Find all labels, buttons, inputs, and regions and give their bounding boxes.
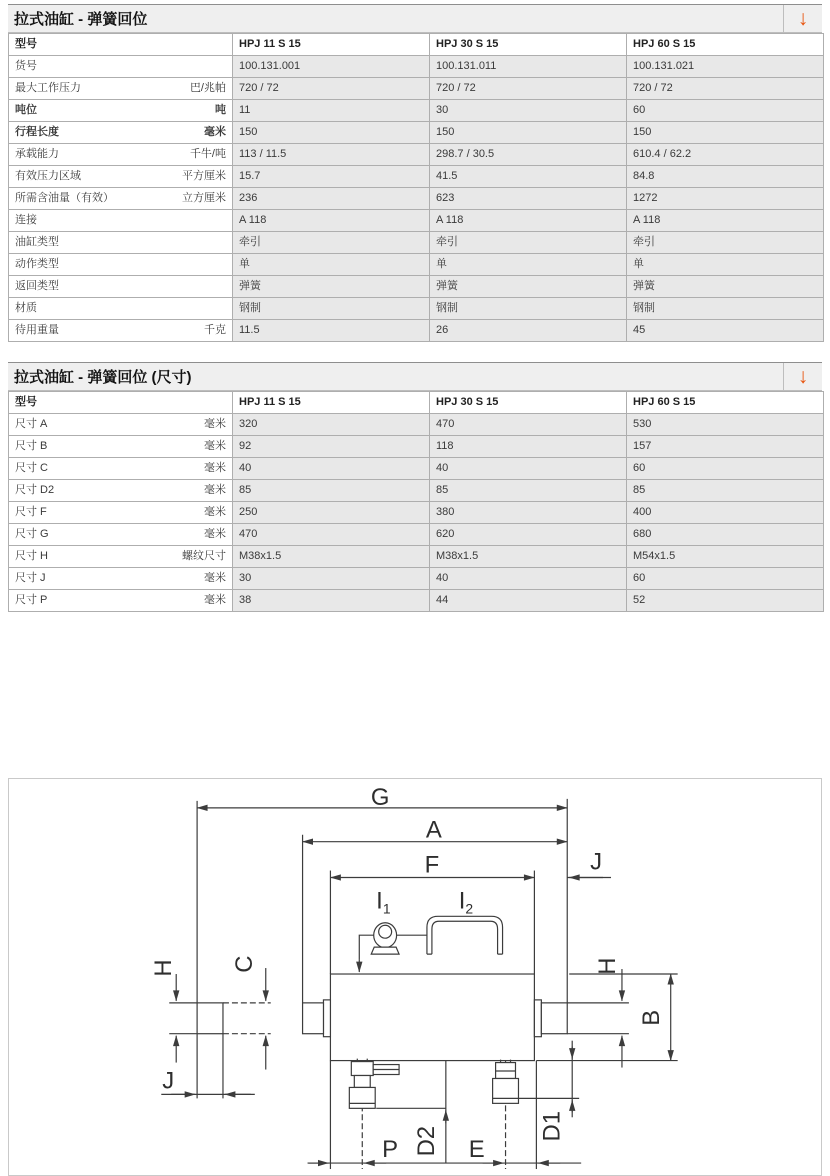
spec-label: 尺寸 H <box>15 550 48 562</box>
row-header-model: 型号 <box>9 34 233 56</box>
spec-unit: 螺纹尺寸 <box>182 550 226 562</box>
spec-label-cell <box>9 78 233 100</box>
spec-value-cell: 92 <box>233 436 430 458</box>
spec-value-cell: 84.8 <box>627 166 824 188</box>
spec-value-cell: 弹簧 <box>430 276 627 298</box>
section2-titlebar <box>8 362 822 391</box>
table-row <box>9 298 824 320</box>
dim-label-h-left: H <box>150 959 178 977</box>
spec-label: 尺寸 C <box>15 462 48 474</box>
spec-label-cell <box>9 232 233 254</box>
dim-label-p: P <box>382 1136 399 1164</box>
column-header-model: HPJ 11 S 15 <box>233 392 430 414</box>
spec-value-cell: 26 <box>430 320 627 342</box>
spec-value-cell: 470 <box>233 524 430 546</box>
dim-label-j-left: J <box>162 1067 175 1095</box>
spec-value-cell: 400 <box>627 502 824 524</box>
spec-value-cell: 52 <box>627 590 824 612</box>
spec-label-cell <box>9 144 233 166</box>
table-row <box>9 56 824 78</box>
spec-unit: 千克 <box>204 324 226 336</box>
spec-value-cell: 11.5 <box>233 320 430 342</box>
spec-label-cell <box>9 298 233 320</box>
spec-value-cell: 60 <box>627 100 824 122</box>
section1-jump-button[interactable] <box>783 5 822 32</box>
spec-value-cell: 45 <box>627 320 824 342</box>
spec-label-cell <box>9 590 233 612</box>
spec-unit: 平方厘米 <box>182 170 226 182</box>
section1-title: 拉式油缸 - 弹簧回位 <box>14 11 148 28</box>
spec-value-cell: 40 <box>233 458 430 480</box>
spec-label-cell <box>9 254 233 276</box>
spec-value-cell: 620 <box>430 524 627 546</box>
spec-label-cell <box>9 188 233 210</box>
spec-value-cell: 530 <box>627 414 824 436</box>
spec-label-cell <box>9 546 233 568</box>
spec-label: 吨位 <box>15 104 37 116</box>
spec-value-cell: 40 <box>430 568 627 590</box>
spec-value-cell: 150 <box>233 122 430 144</box>
spec-value-cell: A 118 <box>627 210 824 232</box>
dimension-diagram-panel <box>8 778 822 1176</box>
table-row <box>9 524 824 546</box>
section2-title: 拉式油缸 - 弹簧回位 (尺寸) <box>14 369 192 386</box>
table-header-row <box>9 34 824 56</box>
spec-value-cell: 610.4 / 62.2 <box>627 144 824 166</box>
spec-label-cell <box>9 436 233 458</box>
spec-value-cell: 157 <box>627 436 824 458</box>
spec-value-cell: 720 / 72 <box>430 78 627 100</box>
table-row <box>9 502 824 524</box>
spec-value-cell: 38 <box>233 590 430 612</box>
spec-unit: 毫米 <box>204 418 226 430</box>
spec-value-cell: 85 <box>233 480 430 502</box>
spec-label: 承载能力 <box>15 148 59 160</box>
spec-label: 最大工作压力 <box>15 82 81 94</box>
spec-value-cell: 单 <box>430 254 627 276</box>
spec-value-cell: 118 <box>430 436 627 458</box>
spec-value-cell: 113 / 11.5 <box>233 144 430 166</box>
spec-label: 待用重量 <box>15 324 59 336</box>
table-row <box>9 78 824 100</box>
spec-label: 有效压力区域 <box>15 170 81 182</box>
dim-label-f: F <box>424 851 440 879</box>
spec-unit: 立方厘米 <box>182 192 226 204</box>
spec-value-cell: 623 <box>430 188 627 210</box>
table-header-row <box>9 392 824 414</box>
spec-value-cell: 钢制 <box>627 298 824 320</box>
table-row <box>9 232 824 254</box>
table-row <box>9 210 824 232</box>
dim-label-a: A <box>425 816 442 844</box>
dim-label-j-top: J <box>590 848 603 876</box>
spec-label: 油缸类型 <box>15 236 59 248</box>
spec-label: 尺寸 G <box>15 528 49 540</box>
table-row <box>9 436 824 458</box>
table-row <box>9 254 824 276</box>
spec-value-cell: 680 <box>627 524 824 546</box>
spec-value-cell: 牵引 <box>627 232 824 254</box>
dim-label-g: G <box>370 783 390 811</box>
dim-label-h-right: H <box>593 957 621 975</box>
spec-unit: 毫米 <box>204 528 226 540</box>
row-header-model: 型号 <box>9 392 233 414</box>
table-row <box>9 320 824 342</box>
down-arrow-icon[interactable]: ↓ <box>797 365 809 388</box>
spec-value-cell: 320 <box>233 414 430 436</box>
spec-value-cell: A 118 <box>430 210 627 232</box>
dim-label-d2: D2 <box>412 1125 440 1157</box>
spec-value-cell: M54x1.5 <box>627 546 824 568</box>
dimension-diagram <box>9 779 821 1175</box>
spec-value-cell: 30 <box>430 100 627 122</box>
column-header-model: HPJ 30 S 15 <box>430 392 627 414</box>
spec-value-cell: M38x1.5 <box>233 546 430 568</box>
section1-titlebar <box>8 4 822 33</box>
spec-unit: 千牛/吨 <box>189 148 226 160</box>
dim-label-c: C <box>230 955 258 973</box>
handle-icon <box>427 916 503 954</box>
table-row <box>9 188 824 210</box>
spec-value-cell: 150 <box>430 122 627 144</box>
spec-label-cell <box>9 276 233 298</box>
spec-label: 所需含油量（有效） <box>15 192 114 204</box>
spec-label-cell <box>9 458 233 480</box>
table-row <box>9 480 824 502</box>
spec-label: 动作类型 <box>15 258 59 270</box>
spec-value-cell: 钢制 <box>233 298 430 320</box>
spec-value-cell: 15.7 <box>233 166 430 188</box>
section2-jump-button[interactable] <box>783 363 822 390</box>
column-header-model: HPJ 30 S 15 <box>430 34 627 56</box>
spec-label: 尺寸 D2 <box>15 484 55 496</box>
spec-value-cell: 85 <box>627 480 824 502</box>
spec-label-cell <box>9 414 233 436</box>
table-row <box>9 100 824 122</box>
spec-value-cell: 60 <box>627 458 824 480</box>
spec-value-cell: A 118 <box>233 210 430 232</box>
spec-label-cell <box>9 100 233 122</box>
spec-label: 返回类型 <box>15 280 59 292</box>
spec-value-cell: 牵引 <box>233 232 430 254</box>
spec-value-cell: 钢制 <box>430 298 627 320</box>
spec-value-cell: 236 <box>233 188 430 210</box>
spec-label: 尺寸 J <box>15 572 46 584</box>
spec-table-dimensions <box>8 391 824 612</box>
spec-label-cell <box>9 210 233 232</box>
spec-label-cell <box>9 166 233 188</box>
spec-unit: 巴/兆帕 <box>189 82 226 94</box>
column-header-model: HPJ 60 S 15 <box>627 392 824 414</box>
part-label-i2: $I_2$ <box>458 887 474 917</box>
spec-unit: 毫米 <box>204 440 226 452</box>
spec-value-cell: 100.131.011 <box>430 56 627 78</box>
spec-unit: 毫米 <box>204 462 226 474</box>
datasheet-page <box>8 0 822 1176</box>
spec-label: 尺寸 P <box>15 594 48 606</box>
spec-value-cell: 380 <box>430 502 627 524</box>
table-row <box>9 568 824 590</box>
spec-value-cell: 470 <box>430 414 627 436</box>
spec-value-cell: 1272 <box>627 188 824 210</box>
table-row <box>9 122 824 144</box>
spec-value-cell: 85 <box>430 480 627 502</box>
spec-value-cell: 单 <box>233 254 430 276</box>
dim-label-d1: D1 <box>538 1110 566 1142</box>
dim-label-b: B <box>637 1009 665 1026</box>
spec-value-cell: 单 <box>627 254 824 276</box>
port-fitting-left <box>349 1059 399 1109</box>
spec-unit: 毫米 <box>204 484 226 496</box>
column-header-model: HPJ 60 S 15 <box>627 34 824 56</box>
dim-label-e: E <box>468 1136 485 1164</box>
spec-label-cell <box>9 480 233 502</box>
spec-label-cell <box>9 568 233 590</box>
spec-value-cell: 40 <box>430 458 627 480</box>
eyebolt-icon <box>371 923 399 954</box>
spec-value-cell: 44 <box>430 590 627 612</box>
spec-unit: 毫米 <box>204 594 226 606</box>
spec-label-cell <box>9 56 233 78</box>
spec-value-cell: 150 <box>627 122 824 144</box>
spec-label: 连接 <box>15 214 37 226</box>
spec-value-cell: 牵引 <box>430 232 627 254</box>
spec-label-cell <box>9 320 233 342</box>
table-row <box>9 458 824 480</box>
table-row <box>9 166 824 188</box>
spec-unit: 毫米 <box>204 572 226 584</box>
trunnion-side-view <box>197 1003 223 1034</box>
spec-label: 尺寸 A <box>15 418 48 430</box>
spec-label: 材质 <box>15 302 37 314</box>
table-row <box>9 276 824 298</box>
spec-unit: 毫米 <box>204 506 226 518</box>
spec-value-cell: 30 <box>233 568 430 590</box>
down-arrow-icon[interactable]: ↓ <box>797 7 809 30</box>
spec-label-cell <box>9 502 233 524</box>
cylinder-body-outline <box>197 974 567 1061</box>
spec-unit: 吨 <box>215 104 226 116</box>
spec-value-cell: 11 <box>233 100 430 122</box>
spec-label: 尺寸 B <box>15 440 48 452</box>
spec-label: 货号 <box>15 60 37 72</box>
spec-value-cell: 720 / 72 <box>627 78 824 100</box>
table-row <box>9 414 824 436</box>
spec-unit: 毫米 <box>204 126 226 138</box>
spec-value-cell: 298.7 / 30.5 <box>430 144 627 166</box>
spec-value-cell: 100.131.001 <box>233 56 430 78</box>
spec-table-performance <box>8 33 824 342</box>
table-row <box>9 546 824 568</box>
spec-label-cell <box>9 524 233 546</box>
spec-label: 尺寸 F <box>15 506 47 518</box>
spec-value-cell: 41.5 <box>430 166 627 188</box>
spec-value-cell: 60 <box>627 568 824 590</box>
spec-value-cell: 100.131.021 <box>627 56 824 78</box>
column-header-model: HPJ 11 S 15 <box>233 34 430 56</box>
spec-value-cell: M38x1.5 <box>430 546 627 568</box>
spec-value-cell: 弹簧 <box>627 276 824 298</box>
part-label-i1: $I_1$ <box>376 887 391 917</box>
table-row <box>9 144 824 166</box>
spec-value-cell: 720 / 72 <box>233 78 430 100</box>
port-fitting-right <box>493 1060 519 1104</box>
spec-value-cell: 250 <box>233 502 430 524</box>
spec-label-cell <box>9 122 233 144</box>
spec-value-cell: 弹簧 <box>233 276 430 298</box>
table-row <box>9 590 824 612</box>
spec-label: 行程长度 <box>15 126 59 138</box>
